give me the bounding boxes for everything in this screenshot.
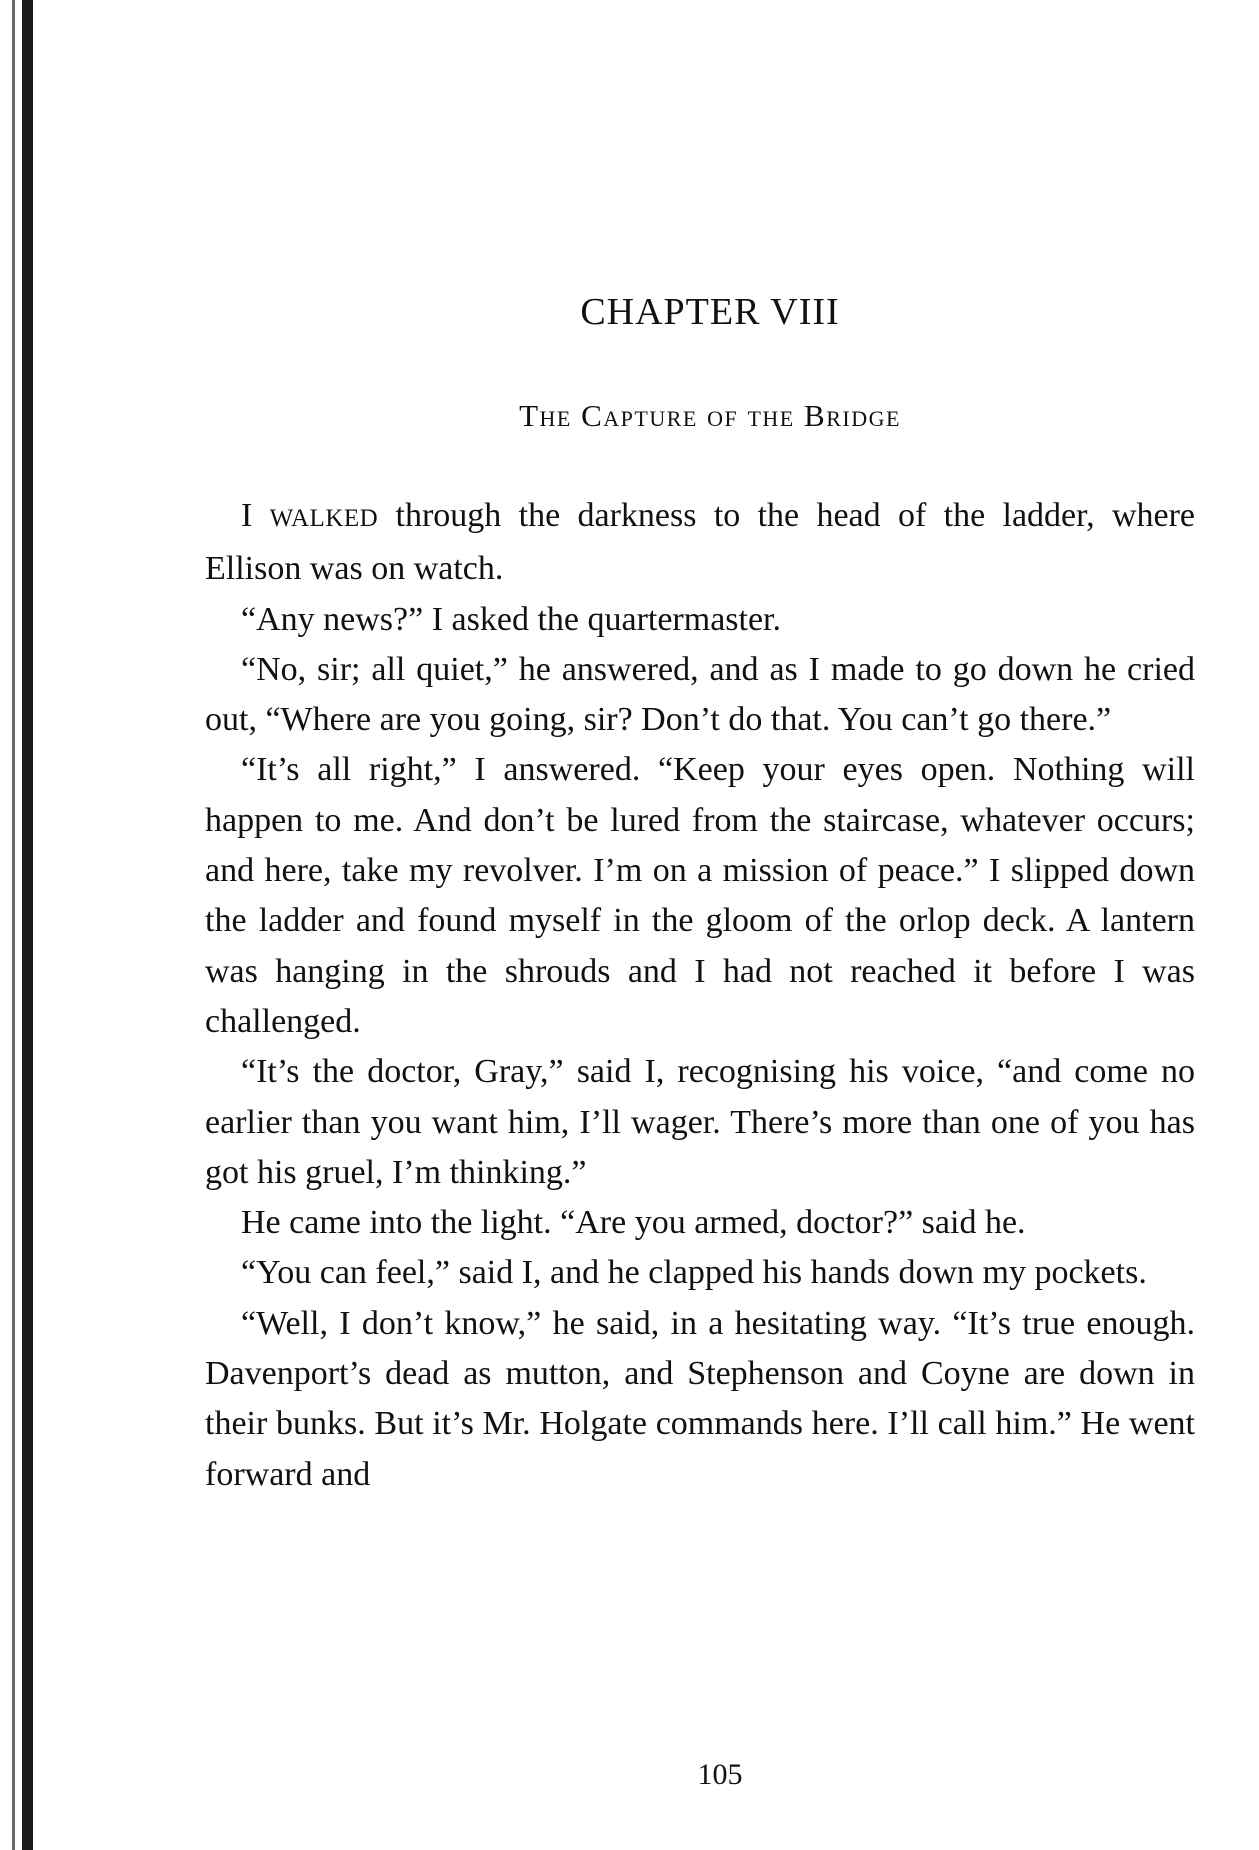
paragraph: “Any news?” I asked the quartermaster.: [241, 600, 781, 638]
page-number: 105: [697, 1758, 743, 1791]
paragraph: “It’s all right,” I answered. “Keep your eyes open. Nothing will happen to me. And don’t be lured from the staircase, whatever occurs; and here, take my revolver. I’m on a mission of peace.” I slipped down the ladder and found myself in the gloom of the orlop deck. A lantern was hanging in the shrouds and I had not reached it before I was challenged.: [205, 751, 1195, 1040]
page-gutter-edge: [22, 0, 33, 1850]
paragraph: “No, sir; all quiet,” he answered, and as I made to go down he cried out, “Where are you going, sir? Don’t do that. You can’t go there.”: [205, 650, 1195, 739]
paragraph: “It’s the doctor, Gray,” said I, recognising his voice, “and come no earlier than you want him, I’ll wager. There’s more than one of you has got his gruel, I’m thinking.”: [205, 1053, 1195, 1191]
paragraph: [205, 491, 1195, 595]
chapter-title: [205, 398, 1195, 434]
chapter-title-word-1-initial: T: [519, 398, 540, 433]
page-gutter-shadow: [12, 0, 15, 1850]
chapter-title-word-3: OF: [707, 406, 739, 431]
chapter-title-word-2-initial: C: [581, 398, 604, 433]
paragraph-lead-small-caps: WALKED: [269, 505, 379, 532]
paragraph-lead: I: [241, 497, 270, 534]
chapter-heading: CHAPTER VIII: [580, 291, 840, 333]
paragraph: “Well, I don’t know,” he said, in a hesitating way. “It’s true enough. Davenport’s dead as mutton, and Stephenson and Coyne are down in their bunks. But it’s Mr. Holgate commands here. I’ll call him.” He went forward and: [205, 1304, 1195, 1493]
chapter-title-word-5-rest: RIDGE: [826, 406, 901, 431]
chapter-title-word-2-rest: APTURE: [603, 406, 698, 431]
paragraph: “You can feel,” said I, and he clapped his hands down my pockets.: [241, 1254, 1147, 1292]
paragraph-text: through the darkness to the head of the ladder, where Ellison was on watch.: [205, 497, 1195, 588]
chapter-title-word-5-initial: B: [804, 398, 827, 433]
body-text: [205, 491, 1195, 1500]
chapter-title-word-1-rest: HE: [539, 406, 572, 431]
chapter-title-word-4: THE: [747, 406, 795, 431]
paragraph: He came into the light. “Are you armed, doctor?” said he.: [241, 1204, 1026, 1242]
